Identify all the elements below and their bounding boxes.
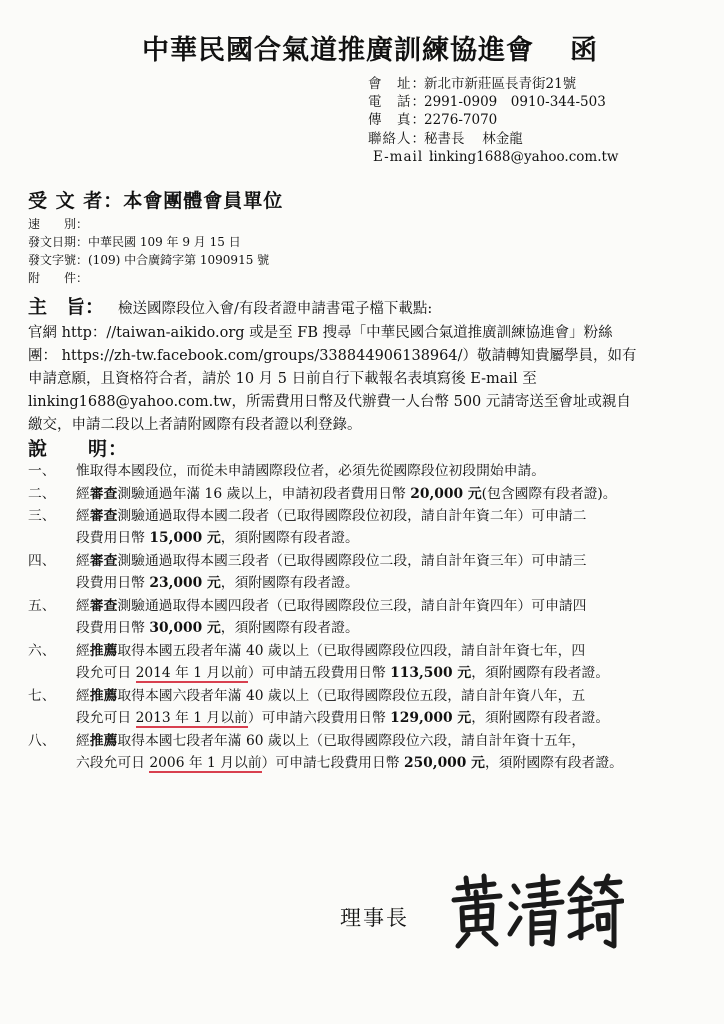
document-type: 函	[570, 35, 598, 66]
signatory-title: 理事長	[340, 906, 409, 930]
organization-name: 中華民國合氣道推廣訓練協進會	[142, 35, 534, 66]
recipient: 受 文 者：本會團體會員單位	[28, 190, 284, 212]
date-underline: 2013 年 1 月以前	[135, 710, 248, 726]
list-item: 七、 經推薦取得本國六段者年滿 40 歲以上（已取得國際段位五段，請自計年資八年，五	[28, 688, 586, 704]
list-item-continuation: 段允可日 2013 年 1 月以前）可申請六段費用日幣 129,000 元，須附國際有段者證。	[76, 710, 610, 726]
subject-line: linking1688@yahoo.com.tw，所需費用日幣及代辦費一人台幣 500 元請寄送至會址或親自	[28, 394, 631, 410]
subject-line: 申請意願，且資格符合者，請於 10 月 5 日前自行下載報名表填寫後 E-mail 至	[28, 371, 537, 387]
signature-image	[444, 872, 624, 956]
document-number: 發文字號：(109) 中合廣錡字第 1090915 號	[28, 253, 270, 267]
subject-line: 官網 http：//taiwan-aikido.org 或是至 FB 搜尋「中華民國合氣道推廣訓練協進會」粉絲	[28, 325, 613, 341]
attachment-field: 附 件：	[28, 271, 89, 285]
speed-field: 速 別：	[28, 217, 89, 231]
list-item: 六、 經推薦取得本國五段者年滿 40 歲以上（已取得國際段位四段，請自計年資七年，四	[28, 643, 586, 659]
list-item-continuation: 段允可日 2014 年 1 月以前）可申請五段費用日幣 113,500 元，須附國際有段者證。	[76, 665, 610, 681]
list-item-continuation: 六段允可日 2006 年 1 月以前）可申請七段費用日幣 250,000 元，須附國際有段者證。	[76, 755, 623, 771]
phone-line: 電 話：2991-0909 0910-344-503	[368, 94, 606, 110]
explanation-label: 說 明：	[28, 438, 129, 460]
list-item: 三、 經審查測驗通過取得本國二段者（已取得國際段位初段，請自計年資二年）可申請二	[28, 508, 587, 524]
list-item: 八、 經推薦取得本國七段者年滿 60 歲以上（已取得國際段位六段，請自計年資十五年，	[28, 733, 586, 749]
subject-label: 主 旨：	[28, 296, 105, 318]
subject	[28, 292, 432, 319]
address-line: 會 址：新北市新莊區長青街21號	[368, 76, 577, 92]
subject-line: 繳交，申請二段以上者請附國際有段者證以利登錄。	[28, 417, 362, 433]
email-line: E-mail ：linking1688@yahoo.com.tw	[373, 149, 619, 165]
list-item: 二、 經審查測驗通過年滿 16 歲以上，申請初段者費用日幣 20,000 元(包含國際有段者證)。	[28, 486, 617, 502]
date-underline: 2006 年 1 月以前	[149, 755, 262, 771]
list-item: 一、 惟取得本國段位，而從未申請國際段位者，必須先從國際段位初段開始申請。	[28, 463, 546, 479]
list-item-continuation: 段費用日幣 15,000 元，須附國際有段者證。	[76, 530, 359, 546]
issue-date: 發文日期：中華民國 109 年 9 月 15 日	[28, 235, 241, 249]
contact-line: 聯絡人：秘書長 林金龍	[368, 131, 523, 147]
list-item: 四、 經審查測驗通過取得本國三段者（已取得國際段位二段，請自計年資三年）可申請三	[28, 553, 587, 569]
document-title	[60, 28, 680, 67]
date-underline: 2014 年 1 月以前	[135, 665, 248, 681]
subject-line: 團： https://zh-tw.facebook.com/groups/338844906138964/）敬請轉知貴屬學員，如有	[28, 348, 637, 364]
subject-text: 檢送國際段位入會/有段者證申請書電子檔下載點:	[118, 301, 433, 317]
list-item-continuation: 段費用日幣 23,000 元，須附國際有段者證。	[76, 575, 359, 591]
list-item-continuation: 段費用日幣 30,000 元，須附國際有段者證。	[76, 620, 359, 636]
fax-line: 傳 真：2276-7070	[368, 112, 498, 128]
handwritten-signature	[444, 872, 624, 952]
list-item: 五、 經審查測驗通過取得本國四段者（已取得國際段位三段，請自計年資四年）可申請四	[28, 598, 587, 614]
